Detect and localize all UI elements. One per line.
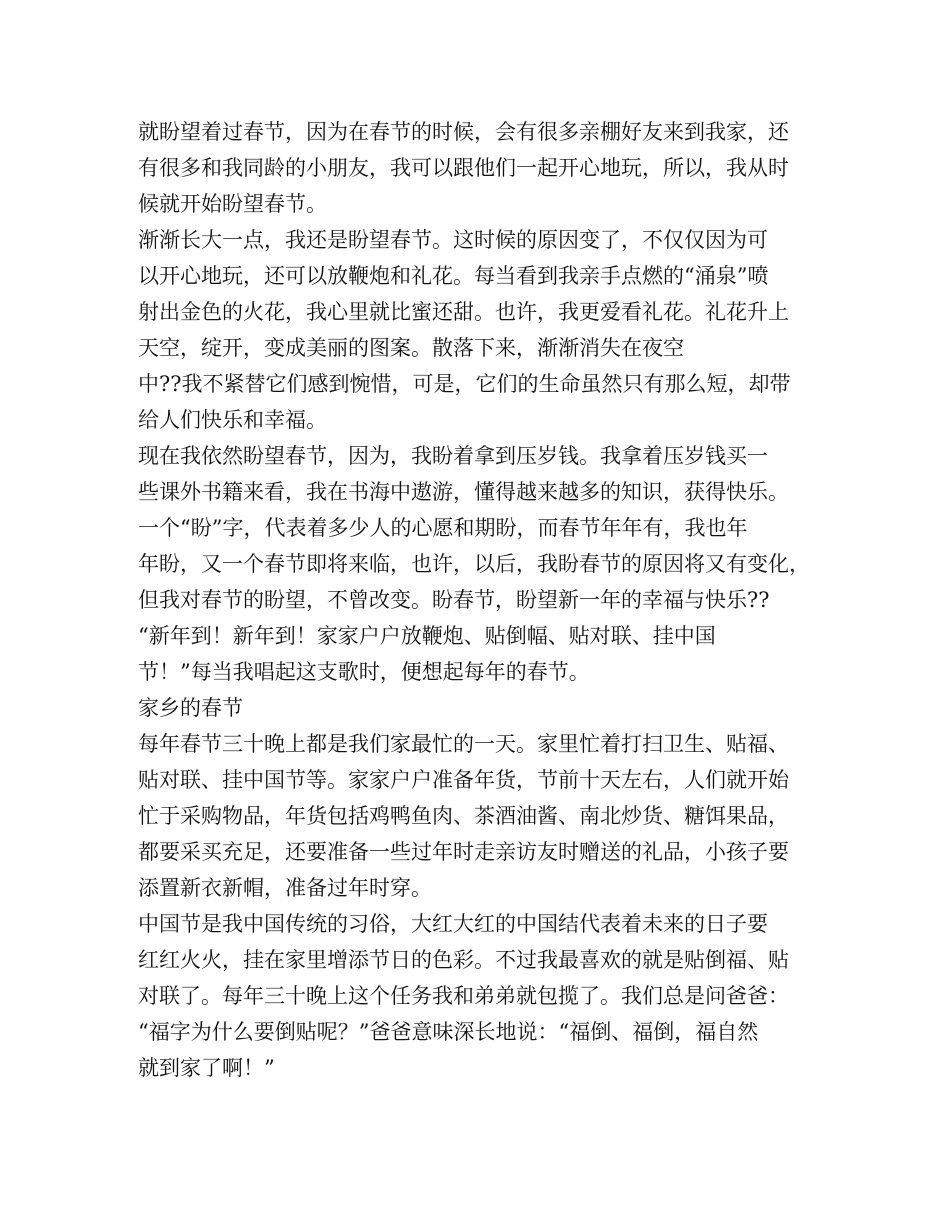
text-line: 有很多和我同龄的小朋友，我可以跟他们一起开心地玩，所以，我从时 — [138, 156, 789, 180]
text-line: 红红火火，挂在家里增添节日的色彩。不过我最喜欢的就是贴倒福、贴 — [138, 948, 789, 972]
text-line: 年盼，又一个春节即将来临，也许，以后，我盼春节的原因将又有变化， — [138, 552, 810, 576]
text-line: 给人们快乐和幸福。 — [138, 408, 327, 432]
section-heading: 家乡的春节 — [138, 696, 243, 720]
text-line: 就盼望着过春节，因为在春节的时候，会有很多亲棚好友来到我家，还 — [138, 120, 789, 144]
text-line: 候就开始盼望春节。 — [138, 192, 327, 216]
document-body — [138, 114, 828, 1086]
text-line: 贴对联、挂中国节等。家家户户准备年货，节前十天左右，人们就开始 — [138, 768, 789, 792]
text-line: “新年到！新年到！家家户户放鞭炮、贴倒幅、贴对联、挂中国 — [138, 624, 716, 648]
text-line: 以开心地玩，还可以放鞭炮和礼花。每当看到我亲手点燃的“涌泉”喷 — [138, 264, 769, 288]
text-line: 都要采买充足，还要准备一些过年时走亲访友时赠送的礼品，小孩子要 — [138, 840, 789, 864]
text-line: 中国节是我中国传统的习俗，大红大红的中国结代表着未来的日子要 — [138, 912, 768, 936]
text-line: 添置新衣新帽，准备过年时穿。 — [138, 876, 432, 900]
text-line: 渐渐长大一点，我还是盼望春节。这时候的原因变了，不仅仅因为可 — [138, 228, 768, 252]
text-line: 对联了。每年三十晚上这个任务我和弟弟就包揽了。我们总是问爸爸： — [138, 984, 789, 1008]
text-line: 每年春节三十晚上都是我们家最忙的一天。家里忙着打扫卫生、贴福、 — [138, 732, 789, 756]
text-line: 节！”每当我唱起这支歌时，便想起每年的春节。 — [138, 660, 590, 684]
text-line: “福字为什么要倒贴呢？”爸爸意味深长地说：“福倒、福倒，福自然 — [138, 1020, 759, 1044]
text-line: 一个“盼”字，代表着多少人的心愿和期盼，而春节年年有，我也年 — [138, 516, 748, 540]
text-line: 忙于采购物品，年货包括鸡鸭鱼肉、茶酒油酱、南北炒货、糖饵果品， — [138, 804, 789, 828]
text-line: 中??我不紧替它们感到惋惜，可是，它们的生命虽然只有那么短，却带 — [138, 372, 791, 396]
text-line: 就到家了啊！” — [138, 1056, 275, 1080]
text-line: 天空，绽开，变成美丽的图案。散落下来，渐渐消失在夜空 — [138, 336, 684, 360]
text-line: 但我对春节的盼望，不曾改变。盼春节，盼望新一年的幸福与快乐?? — [138, 588, 770, 612]
text-line: 些课外书籍来看，我在书海中遨游，懂得越来越多的知识，获得快乐。 — [138, 480, 789, 504]
text-line: 射出金色的火花，我心里就比蜜还甜。也许，我更爱看礼花。礼花升上 — [138, 300, 789, 324]
text-line: 现在我依然盼望春节，因为，我盼着拿到压岁钱。我拿着压岁钱买一 — [138, 444, 768, 468]
